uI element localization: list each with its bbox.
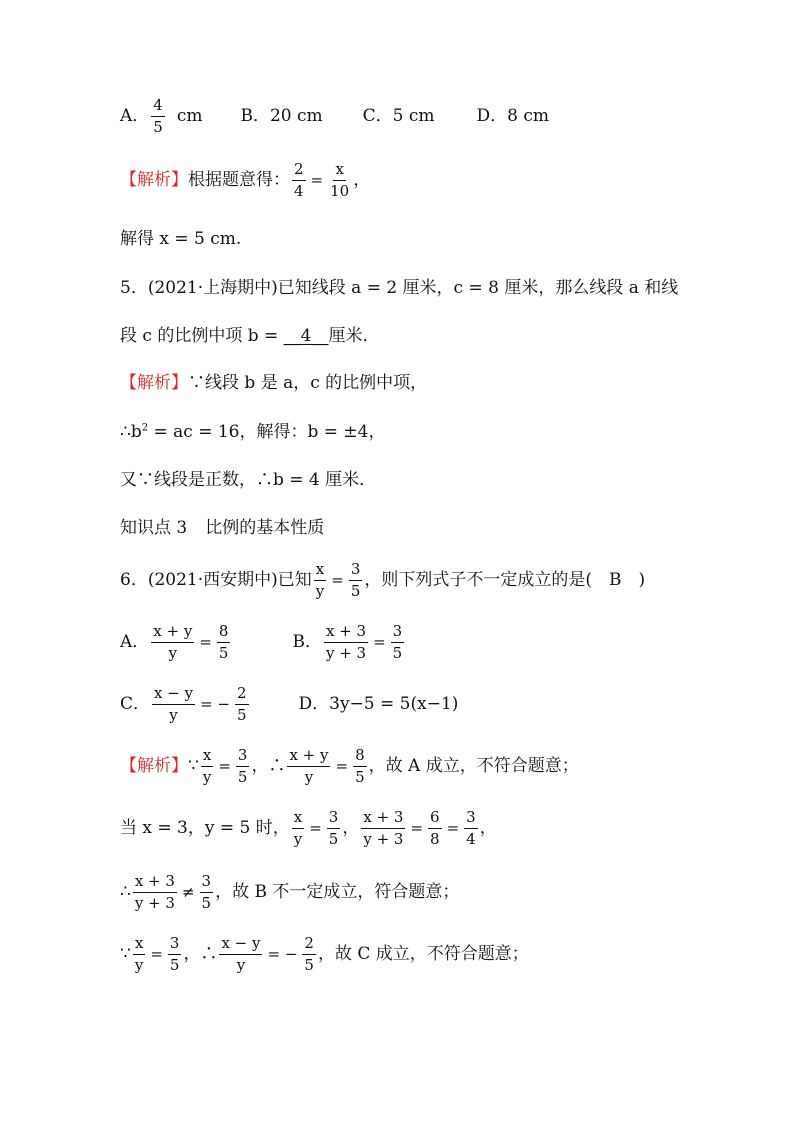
q5-stem-line2: 段 c 的比例中项 b = __4__厘米．	[120, 326, 380, 346]
q4-fraction-left: $\frac{2}{4}$	[294, 160, 304, 200]
q5-step2: 又∵线段是正数，∴b = 4 厘米．	[120, 470, 377, 490]
q6-options-cd: C． $\frac{x - y}{y}$ = − $\frac{2}{5}$ D．3y−5 = 5(x−1)	[120, 684, 459, 724]
q6-stem-fraction-right: $\frac{3}{5}$	[350, 560, 361, 600]
q5-step1: $\therefore b^2$ = ac = 16，解得：b = ±4，	[120, 422, 386, 442]
q4-option-a-fraction: $\frac{4}{5}$	[153, 96, 163, 136]
q4-option-a-label: A．	[120, 106, 150, 126]
q6-options-ab: A． $\frac{x + y}{y}$ = $\frac{8}{5}$ B． $\frac{x + 3}{y + 3}$ = $\frac{3}{5}$	[120, 622, 403, 662]
q6-option-c-label: C．	[120, 694, 151, 714]
q6-analysis-line1: 【解析】 ∵ $\frac{x}{y}$ = $\frac{3}{5}$ ，∴ $\frac{x + y}{y}$ = $\frac{8}{5}$ ，故 A 成立，不符合题意；	[120, 746, 579, 786]
q4-option-c: C．5 cm	[362, 106, 435, 126]
q5-stem-line1: 5．(2021·上海期中)已知线段 a = 2 厘米，c = 8 厘米，那么线段 a 和线	[120, 278, 679, 298]
q6-option-b-label: B．	[292, 632, 322, 652]
analysis-tag: 【解析】	[120, 373, 188, 393]
section-label: 知识点 3	[120, 518, 188, 538]
q4-solve: 解得 x = 5 cm.	[120, 229, 242, 249]
q4-option-a-unit: cm	[176, 106, 203, 126]
q6-analysis-line4: ∵ $\frac{x}{y}$ = $\frac{3}{5}$ ，∴ $\frac{x - y}{y}$ = − $\frac{2}{5}$ ，故 C 成立，不符合题意；	[120, 934, 529, 974]
q6-stem: 6．(2021·西安期中)已知 $\frac{x}{y}$ = $\frac{3}{5}$ ，则下列式子不一定成立的是( B )	[120, 560, 646, 600]
analysis-tag: 【解析】	[120, 170, 188, 190]
q4-options	[120, 98, 549, 135]
section-heading	[120, 520, 324, 537]
q6-option-a-label: A．	[120, 632, 150, 652]
q6-analysis-line3: ∴ $\frac{x + 3}{y + 3}$ ≠ $\frac{3}{5}$ ，故 B 不一定成立，符合题意；	[120, 872, 460, 912]
section-title: 比例的基本性质	[205, 518, 325, 538]
q6-stem-fraction-left: $\frac{x}{y}$	[315, 560, 325, 600]
q6-option-d: D．3y−5 = 5(x−1)	[298, 694, 459, 714]
q4-fraction-right: $\frac{x}{10}$	[330, 160, 350, 200]
analysis-tag: 【解析】	[120, 756, 188, 776]
q4-analysis: 【解析】 根据题意得： $\frac{2}{4}$ = $\frac{x}{10}$ ，	[120, 160, 371, 200]
q5-analysis: 【解析】∵线段 b 是 a，c 的比例中项，	[120, 373, 428, 393]
q6-analysis-line2: 当 x = 3，y = 5 时， $\frac{x}{y}$ = $\frac{3}{5}$ ， $\frac{x + 3}{y + 3}$ = $\frac{6}{8}$ = $\frac{3}{4}$ ，	[120, 808, 497, 848]
q5-answer: __4__	[283, 326, 329, 346]
q4-option-b: B．20 cm	[240, 106, 323, 126]
q4-option-d: D．8 cm	[476, 106, 550, 126]
q4-analysis-text: 根据题意得：	[188, 170, 290, 190]
